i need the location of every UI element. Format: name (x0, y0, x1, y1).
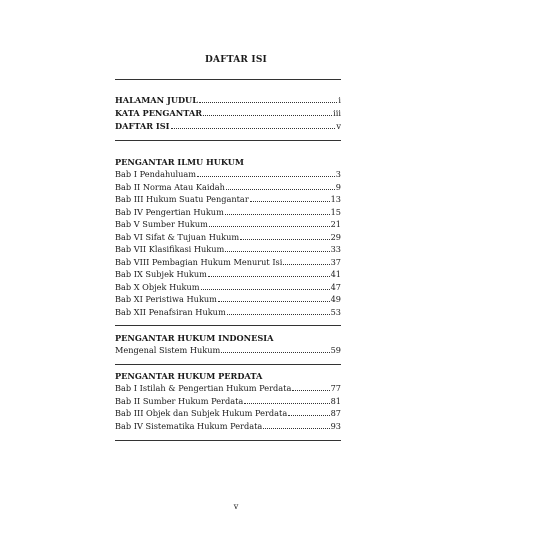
dot-leader (250, 193, 330, 202)
page-number: v (233, 502, 239, 511)
toc-entry-page: 53 (330, 306, 341, 317)
toc-entry-page: 93 (330, 420, 341, 431)
section-heading: PENGANTAR ILMU HUKUM (115, 157, 244, 167)
front-matter-list (115, 94, 341, 133)
toc-entry-label: HALAMAN JUDUL (115, 95, 198, 105)
dot-leader (283, 256, 329, 265)
toc-entry-label: Bab II Sumber Hukum Perdata (115, 395, 244, 406)
toc-entry[interactable] (115, 344, 341, 357)
toc-entry-label: KATA PENGANTAR (115, 108, 203, 118)
toc-entry-label: Mengenal Sistem Hukum (115, 345, 221, 355)
dot-leader (199, 94, 337, 103)
dot-leader (226, 181, 335, 190)
toc-entry-label: Bab III Objek dan Subjek Hukum Perdata (115, 408, 288, 418)
toc-entry-label: Bab VII Klasifikasi Hukum (115, 244, 225, 254)
toc-entry[interactable] (115, 231, 341, 244)
toc-entry[interactable] (115, 293, 341, 306)
toc-entry-page: 13 (330, 194, 341, 204)
toc-entry-label: Bab XI Peristiwa Hukum (115, 294, 217, 304)
divider (115, 364, 341, 365)
toc-entry-page: 41 (330, 269, 341, 279)
toc-entry[interactable] (115, 256, 341, 269)
toc-entry[interactable] (115, 181, 341, 194)
dot-leader (203, 107, 332, 116)
toc-entry[interactable] (115, 94, 341, 107)
toc-section-hukum-indonesia (115, 332, 341, 357)
dot-leader (209, 218, 330, 227)
toc-entry-label: Bab II Norma Atau Kaidah (115, 181, 225, 192)
toc-entry[interactable] (115, 407, 341, 420)
toc-entry[interactable] (115, 218, 341, 231)
toc-entry-page: 21 (330, 219, 341, 229)
toc-entry-label: Bab I Pendahuluam (115, 169, 197, 179)
toc-entry[interactable] (115, 243, 341, 256)
page-title: DAFTAR ISI (205, 55, 267, 65)
toc-entry-label: Bab IX Subjek Hukum (115, 269, 207, 279)
toc-entry-label: Bab VI Sifat & Tujuan Hukum (115, 231, 240, 242)
toc-entry-page: 81 (330, 395, 341, 406)
toc-entry-page: 37 (330, 256, 341, 267)
toc-entry-label: Bab IV Sistematika Hukum Perdata (115, 420, 263, 431)
toc-entry-label: Bab X Objek Hukum (115, 281, 200, 292)
toc-entry-label: Bab IV Pengertian Hukum (115, 206, 224, 217)
toc-entry-page: 87 (330, 408, 341, 418)
toc-entry-page: i (338, 95, 341, 105)
toc-entry-label: Bab I Istilah & Pengertian Hukum Perdata (115, 383, 292, 393)
toc-entry[interactable] (115, 168, 341, 181)
toc-entry-page: 59 (330, 345, 341, 355)
dot-leader (263, 420, 329, 429)
toc-entry-label: Bab V Sumber Hukum (115, 219, 208, 229)
toc-entry[interactable] (115, 281, 341, 294)
toc-entry-page: 15 (330, 206, 341, 217)
toc-entry-page: 9 (335, 181, 341, 192)
dot-leader (197, 168, 335, 177)
toc-section-hukum-perdata (115, 370, 341, 432)
toc-entry-page: 3 (335, 169, 341, 179)
toc-entry[interactable] (115, 107, 341, 120)
section-heading: PENGANTAR HUKUM INDONESIA (115, 333, 274, 343)
toc-entry-page: iii (333, 108, 341, 118)
dot-leader (218, 293, 330, 302)
dot-leader (225, 206, 330, 215)
toc-entry[interactable] (115, 268, 341, 281)
dot-leader (292, 382, 329, 391)
divider (115, 140, 341, 141)
toc-entry-page: 49 (330, 294, 341, 304)
toc-entry[interactable] (115, 120, 341, 133)
dot-leader (208, 268, 330, 277)
dot-leader (240, 231, 329, 240)
dot-leader (227, 306, 330, 315)
toc-entry[interactable] (115, 206, 341, 219)
dot-leader (225, 243, 329, 252)
toc-section-ilmu-hukum (115, 156, 341, 318)
toc-entry[interactable] (115, 395, 341, 408)
toc-entry-page: 77 (330, 383, 341, 393)
toc-entry-label: Bab VIII Pembagian Hukum Menurut Isi (115, 256, 283, 267)
dot-leader (288, 407, 329, 416)
toc-entry-page: 29 (330, 231, 341, 242)
toc-entry[interactable] (115, 306, 341, 319)
dot-leader (221, 344, 329, 353)
dot-leader (171, 120, 336, 129)
dot-leader (244, 395, 329, 404)
divider (115, 325, 341, 326)
toc-entry-page: 47 (330, 281, 341, 292)
toc-entry-page: v (336, 121, 341, 131)
divider (115, 440, 341, 441)
toc-entry[interactable] (115, 193, 341, 206)
toc-entry-label: Bab XII Penafsiran Hukum (115, 306, 226, 317)
section-heading: PENGANTAR HUKUM PERDATA (115, 371, 263, 381)
toc-entry[interactable] (115, 382, 341, 395)
toc-entry-page: 33 (330, 244, 341, 254)
toc-entry-label: Bab III Hukum Suatu Pengantar (115, 194, 249, 204)
dot-leader (201, 281, 330, 290)
toc-entry[interactable] (115, 420, 341, 433)
toc-entry-label: DAFTAR ISI (115, 121, 170, 131)
divider (115, 79, 341, 80)
